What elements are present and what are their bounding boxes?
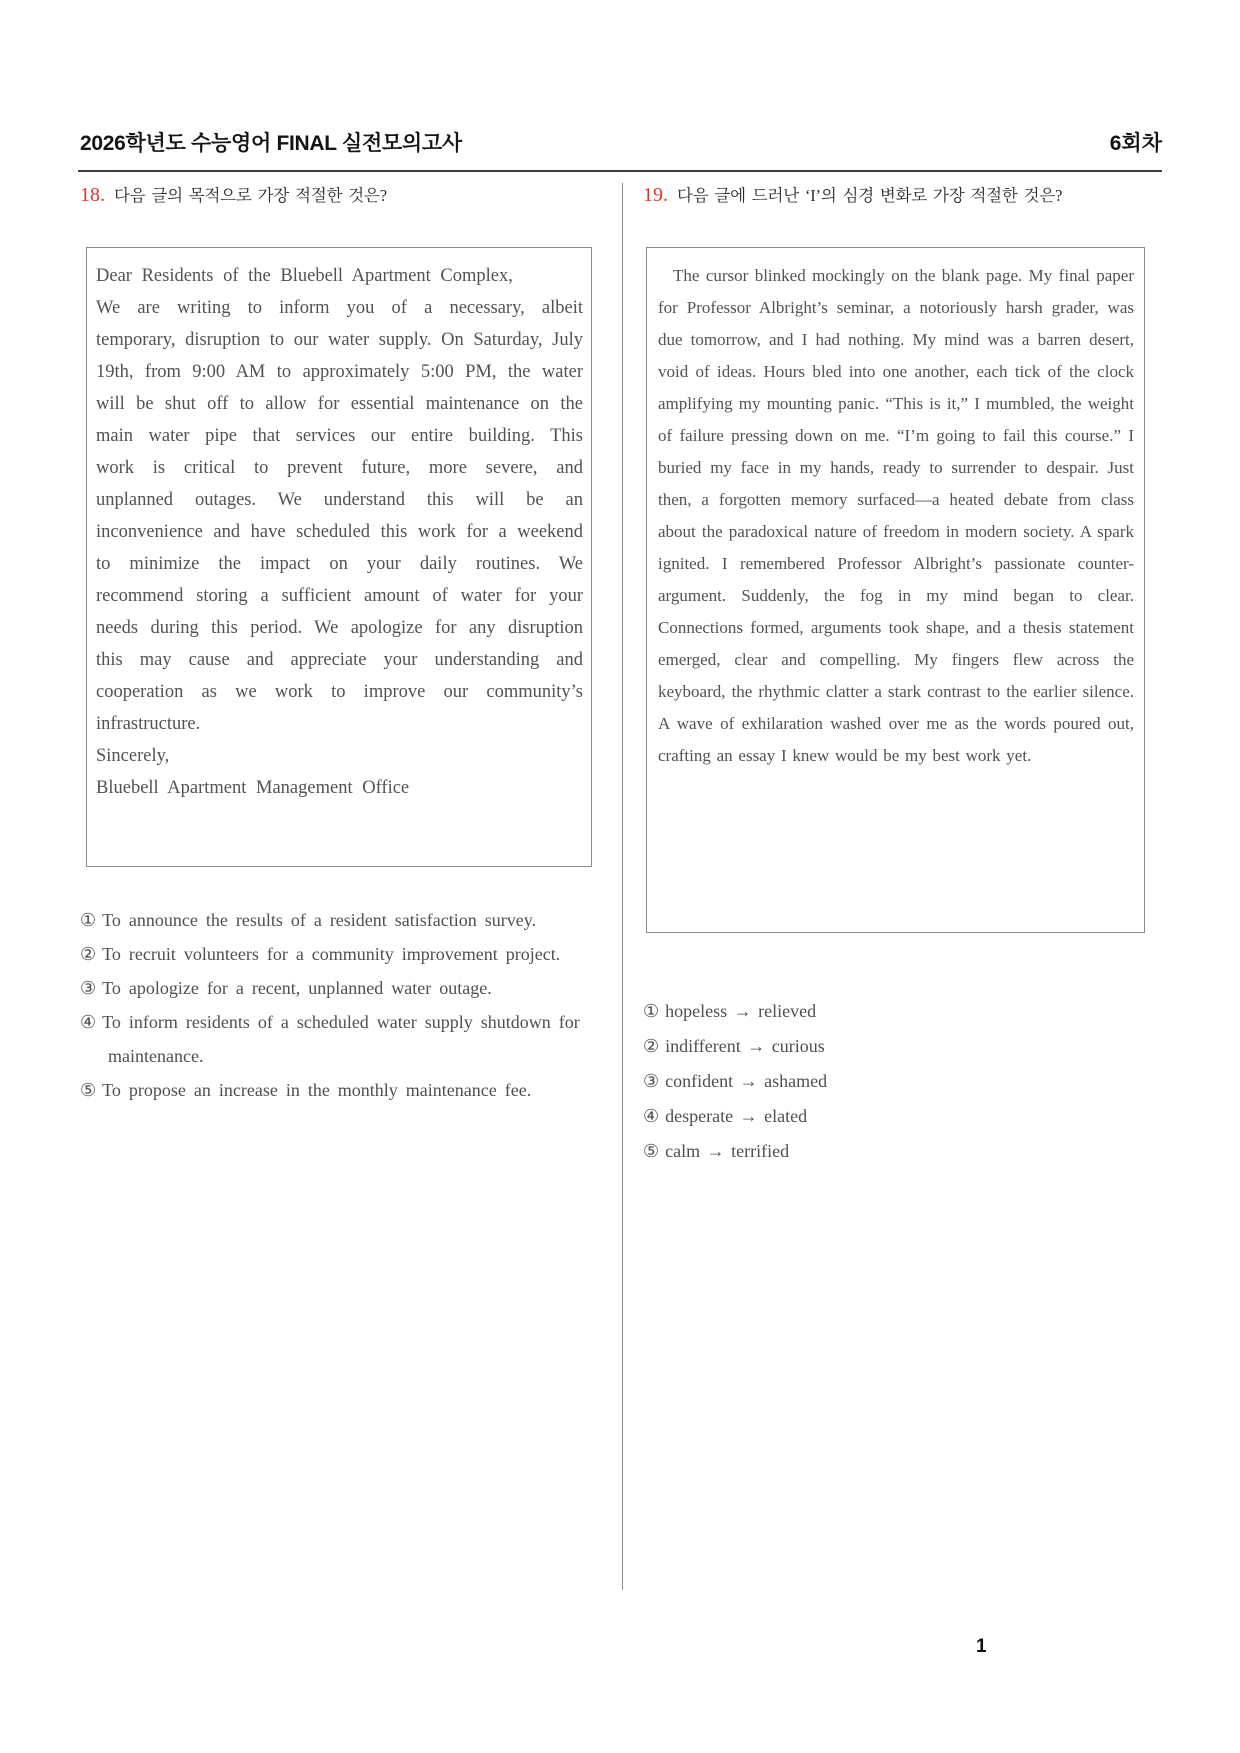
option-text: hopeless → relieved: [665, 1001, 817, 1021]
question-18-number: 18.: [80, 184, 105, 206]
question-19-number: 19.: [643, 184, 668, 206]
question-19-option-1: [643, 994, 1157, 1029]
option-marker: ④: [643, 1106, 660, 1126]
option-marker: ①: [643, 1001, 660, 1021]
letter-closing: Sincerely,: [96, 746, 170, 766]
option-text: desperate → elated: [665, 1106, 808, 1126]
option-marker: ③: [643, 1071, 660, 1091]
option-marker: ②: [643, 1036, 660, 1056]
letter-salutation: Dear Residents of the Bluebell Apartment Complex,: [96, 266, 513, 286]
option-marker: ⑤: [80, 1080, 97, 1100]
option-marker: ⑤: [643, 1141, 660, 1161]
question-19-passage-box: [646, 247, 1145, 933]
option-text: confident → ashamed: [665, 1071, 828, 1091]
question-18-option-1: [80, 903, 594, 937]
page-number: 1: [976, 1636, 987, 1657]
question-19-prompt: 다음 글에 드러난 ‘I’의 심경 변화로 가장 적절한 것은?: [677, 186, 1063, 205]
question-19-option-5: [643, 1134, 1157, 1169]
option-marker: ②: [80, 944, 97, 964]
exam-round-badge: 6회차: [1109, 132, 1162, 155]
question-18-option-4: [80, 1005, 594, 1073]
option-text: To apologize for a recent, unplanned water outage.: [102, 978, 492, 998]
column-divider: [622, 183, 623, 1590]
question-18-option-2: [80, 937, 594, 971]
question-18-options: [80, 903, 594, 1107]
option-text: To announce the results of a resident satisfaction survey.: [102, 910, 537, 930]
option-text: To propose an increase in the monthly maintenance fee.: [102, 1080, 532, 1100]
option-marker: ④: [80, 1012, 97, 1032]
question-18-option-3: [80, 971, 594, 1005]
question-19-option-4: [643, 1099, 1157, 1134]
question-19-heading: [643, 182, 1155, 207]
option-text: To inform residents of a scheduled water supply shutdown for maintenance.: [102, 1012, 580, 1066]
exam-title: 2026학년도 수능영어 FINAL 실전모의고사: [80, 132, 462, 155]
question-19-option-2: [643, 1029, 1157, 1064]
question-18-prompt: 다음 글의 목적으로 가장 적절한 것은?: [114, 186, 387, 205]
option-marker: ①: [80, 910, 97, 930]
letter-body: We are writing to inform you of a necessary, albeit temporary, disruption to our water supply. On Saturday, July 19th, from 9:00 AM to approximately 5:00 PM, the water will be shut off to allow for essential maintenance on the main water pipe that services our entire building. This work is critical to prevent future, more severe, and unplanned outages. We understand this will be an inconvenience and have scheduled this work for a weekend to minimize the impact on your daily routines. We recommend storing a sufficient amount of water for your needs during this period. We apologize for any disruption this may cause and appreciate your understanding and cooperation as we work to improve our community’s infrastructure.: [96, 298, 584, 734]
option-text: calm → terrified: [665, 1141, 790, 1161]
letter-signature: Bluebell Apartment Management Office: [96, 778, 410, 798]
option-text: To recruit volunteers for a community improvement project.: [102, 944, 561, 964]
question-18-passage-box: [86, 247, 592, 867]
question-19-option-3: [643, 1064, 1157, 1099]
question-18-option-5: [80, 1073, 594, 1107]
narrative-body: The cursor blinked mockingly on the blank page. My final paper for Professor Albright’s seminar, a notoriously harsh grader, was due tomorrow, and I had nothing. My mind was a barren desert, void of ideas. Hours bled into one another, each tick of the clock amplifying my mounting panic. “This is it,” I mumbled, the weight of failure pressing down on me. “I’m going to fail this course.” I buried my face in my hands, ready to surrender to despair. Just then, a forgotten memory surfaced—a heated debate from class about the paradoxical nature of freedom in modern society. A spark ignited. I remembered Professor Albright’s passionate counter-argument. Suddenly, the fog in my mind began to clear. Connections formed, arguments took shape, and a thesis statement emerged, clear and compelling. My fingers flew across the keyboard, the rhythmic clatter a stark contrast to the earlier silence. A wave of exhilaration washed over me as the words poured out, crafting an essay I knew would be my best work yet.: [658, 266, 1134, 765]
question-19-options: [643, 994, 1157, 1169]
option-marker: ③: [80, 978, 97, 998]
question-18-heading: [80, 182, 592, 207]
option-text: indifferent → curious: [665, 1036, 825, 1056]
header-rule: [78, 170, 1162, 172]
